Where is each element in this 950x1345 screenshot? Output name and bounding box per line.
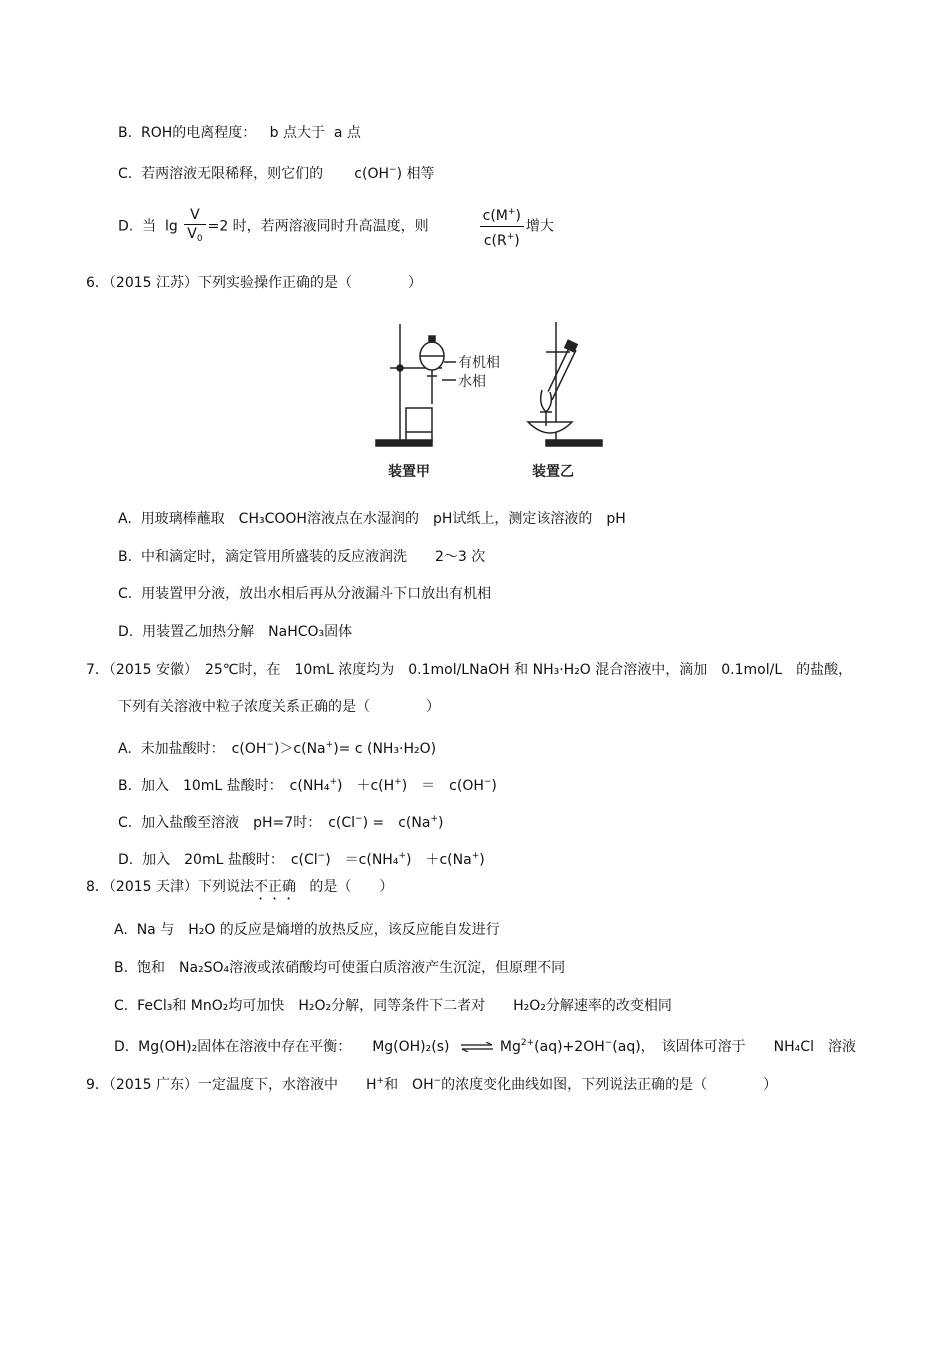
- q7-stem-continued: 下列有关溶液中粒子浓度关系正确的是（ ）: [118, 699, 440, 715]
- ion-ratio-fraction: $\frac{c(M^+)}{c(R^+)}$: [480, 202, 524, 251]
- q5-option-c: C. 若两溶液无限稀释，则它们的 c(OH−) 相等: [118, 165, 435, 182]
- q7-option-d: D. 加入 20mL 盐酸时： c(Cl−) ＝c(NH₄+) ＋c(Na+): [118, 851, 485, 868]
- separatory-funnel-apparatus: [376, 324, 456, 446]
- q6-option-c: C. 用装置甲分液，放出水相后再从分液漏斗下口放出有机相: [118, 586, 492, 602]
- apparatus-figure: [370, 312, 610, 482]
- q5-option-b: B. ROH的电离程度： b 点大于 a 点: [118, 125, 361, 141]
- q6-stem: 6．（2015 江苏）下列实验操作正确的是（ ）: [86, 275, 422, 291]
- aqueous-phase-label: 水相: [458, 374, 486, 390]
- q6-option-d: D. 用装置乙加热分解 NaHCO₃固体: [118, 624, 353, 640]
- q8-option-c: C. FeCl₃和 MnO₂均可加快 H₂O₂分解，同等条件下二者对 H₂O₂分解速率的改变相同: [114, 998, 672, 1014]
- q8-option-a: A. Na 与 H₂O 的反应是熵增的放热反应，该反应能自发进行: [114, 922, 500, 938]
- q8-option-b: B. 饱和 Na₂SO₄溶液或浓硝酸均可使蛋白质溶液产生沉淀，但原理不同: [114, 960, 566, 976]
- q6-option-b: B. 中和滴定时，滴定管用所盛装的反应液润洗 2～3 次: [118, 549, 486, 565]
- q5-option-d: D. 当 lg $\frac{V}{V_0}$ =2 时，若两溶液同时升高温度，则 $\frac{c(M^+)}{c(R^+)}$ 增大: [118, 202, 554, 251]
- volume-ratio-fraction: $\frac{V}{V_0}$: [184, 206, 205, 248]
- q7-stem: 7．（2015 安徽） 25℃时，在 10mL 浓度均为 0.1mol/LNaOH 和 NH₃·H₂O 混合溶液中，滴加 0.1mol/L 的盐酸，: [86, 662, 853, 678]
- caption-apparatus-b: 装置乙: [532, 464, 574, 480]
- q7-option-b: B. 加入 10mL 盐酸时： c(NH₄+) ＋c(H+) ＝ c(OH−): [118, 777, 497, 794]
- q7-option-c: C. 加入盐酸至溶液 pH=7时： c(Cl−) = c(Na+): [118, 814, 444, 831]
- heating-tube-apparatus: [528, 322, 602, 446]
- q8-option-d: D. Mg(OH)₂固体在溶液中存在平衡： Mg(OH)₂(s) $Mg^{2+}(aq)+2OH^-(aq)$， 该固体可溶于 NH₄Cl 溶液: [114, 1038, 856, 1055]
- equilibrium-arrow-icon: [460, 1042, 494, 1052]
- caption-apparatus-a: 装置甲: [388, 464, 430, 480]
- q7-option-a: A. 未加盐酸时： c(OH−)＞c(Na+)= c (NH₃·H₂O): [118, 740, 437, 757]
- q9-stem: 9．（2015 广东）一定温度下，水溶液中 H+和 OH−的浓度变化曲线如图，下列说法正确的是（ ）: [86, 1076, 778, 1093]
- q6-option-a: A. 用玻璃棒蘸取 CH₃COOH溶液点在水湿润的 pH试纸上，测定该溶液的 pH: [118, 511, 626, 527]
- emphasized-negation: 不正确: [254, 879, 296, 895]
- q8-stem: 8．（2015 天津）下列说法不正确 的是（ ）: [86, 879, 394, 895]
- organic-phase-label: 有机相: [458, 355, 500, 371]
